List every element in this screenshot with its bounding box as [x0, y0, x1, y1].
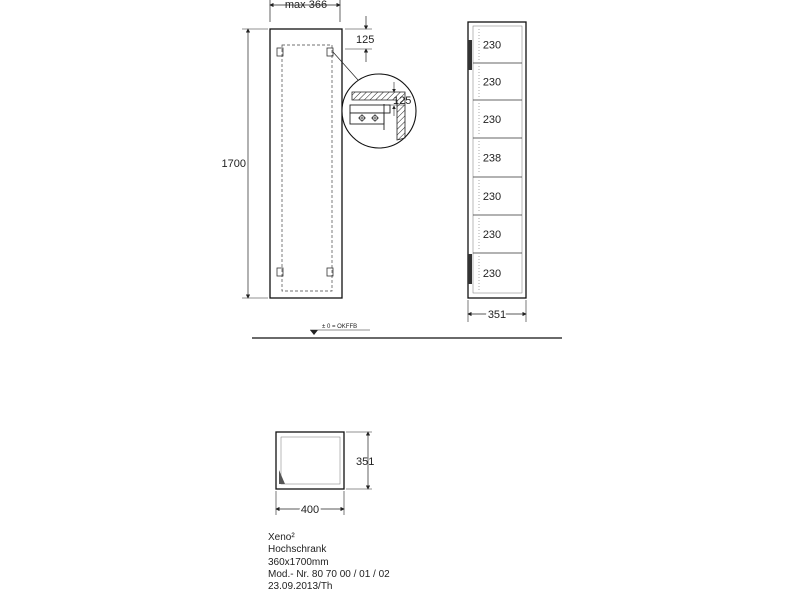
front-width-label: max 366	[284, 0, 328, 11]
hinge-offset-label: 125	[356, 34, 375, 46]
side-section-view	[468, 22, 526, 322]
shelf-spacing-label: 230	[482, 39, 502, 52]
title-line-date: 23.09.2013/Th	[268, 581, 333, 593]
top-view	[276, 432, 374, 516]
cabinet-top-outline	[276, 432, 344, 489]
floor-reference	[252, 324, 562, 338]
front-view	[222, 0, 375, 298]
shelf-spacing-label: 230	[482, 229, 502, 241]
detail-offset-label: 125	[393, 95, 412, 107]
side-depth-label: 351	[487, 309, 507, 321]
shelf-spacing-label: 230	[482, 76, 502, 89]
shelf-spacing-label: 230	[482, 191, 502, 203]
shelf-spacing-label: 238	[482, 152, 502, 165]
shelf-spacing-label: 230	[482, 114, 502, 126]
title-line-type: Hochschrank	[268, 544, 327, 556]
floor-label: ± 0 = OKFFB	[322, 324, 358, 330]
title-block	[268, 532, 390, 593]
cabinet-front-outline	[270, 29, 342, 298]
title-line-size: 360x1700mm	[268, 556, 329, 568]
hinge-detail-view	[342, 74, 416, 148]
top-depth-label: 351	[356, 456, 375, 468]
shelf-spacing-label: 230	[482, 268, 502, 280]
door-inner-outline	[282, 45, 332, 291]
title-line-model: Mod.- Nr. 80 70 00 / 01 / 02	[268, 568, 390, 580]
front-height-label: 1700	[221, 158, 246, 170]
top-width-label: 400	[300, 504, 320, 516]
title-line-product: Xeno²	[268, 532, 295, 543]
